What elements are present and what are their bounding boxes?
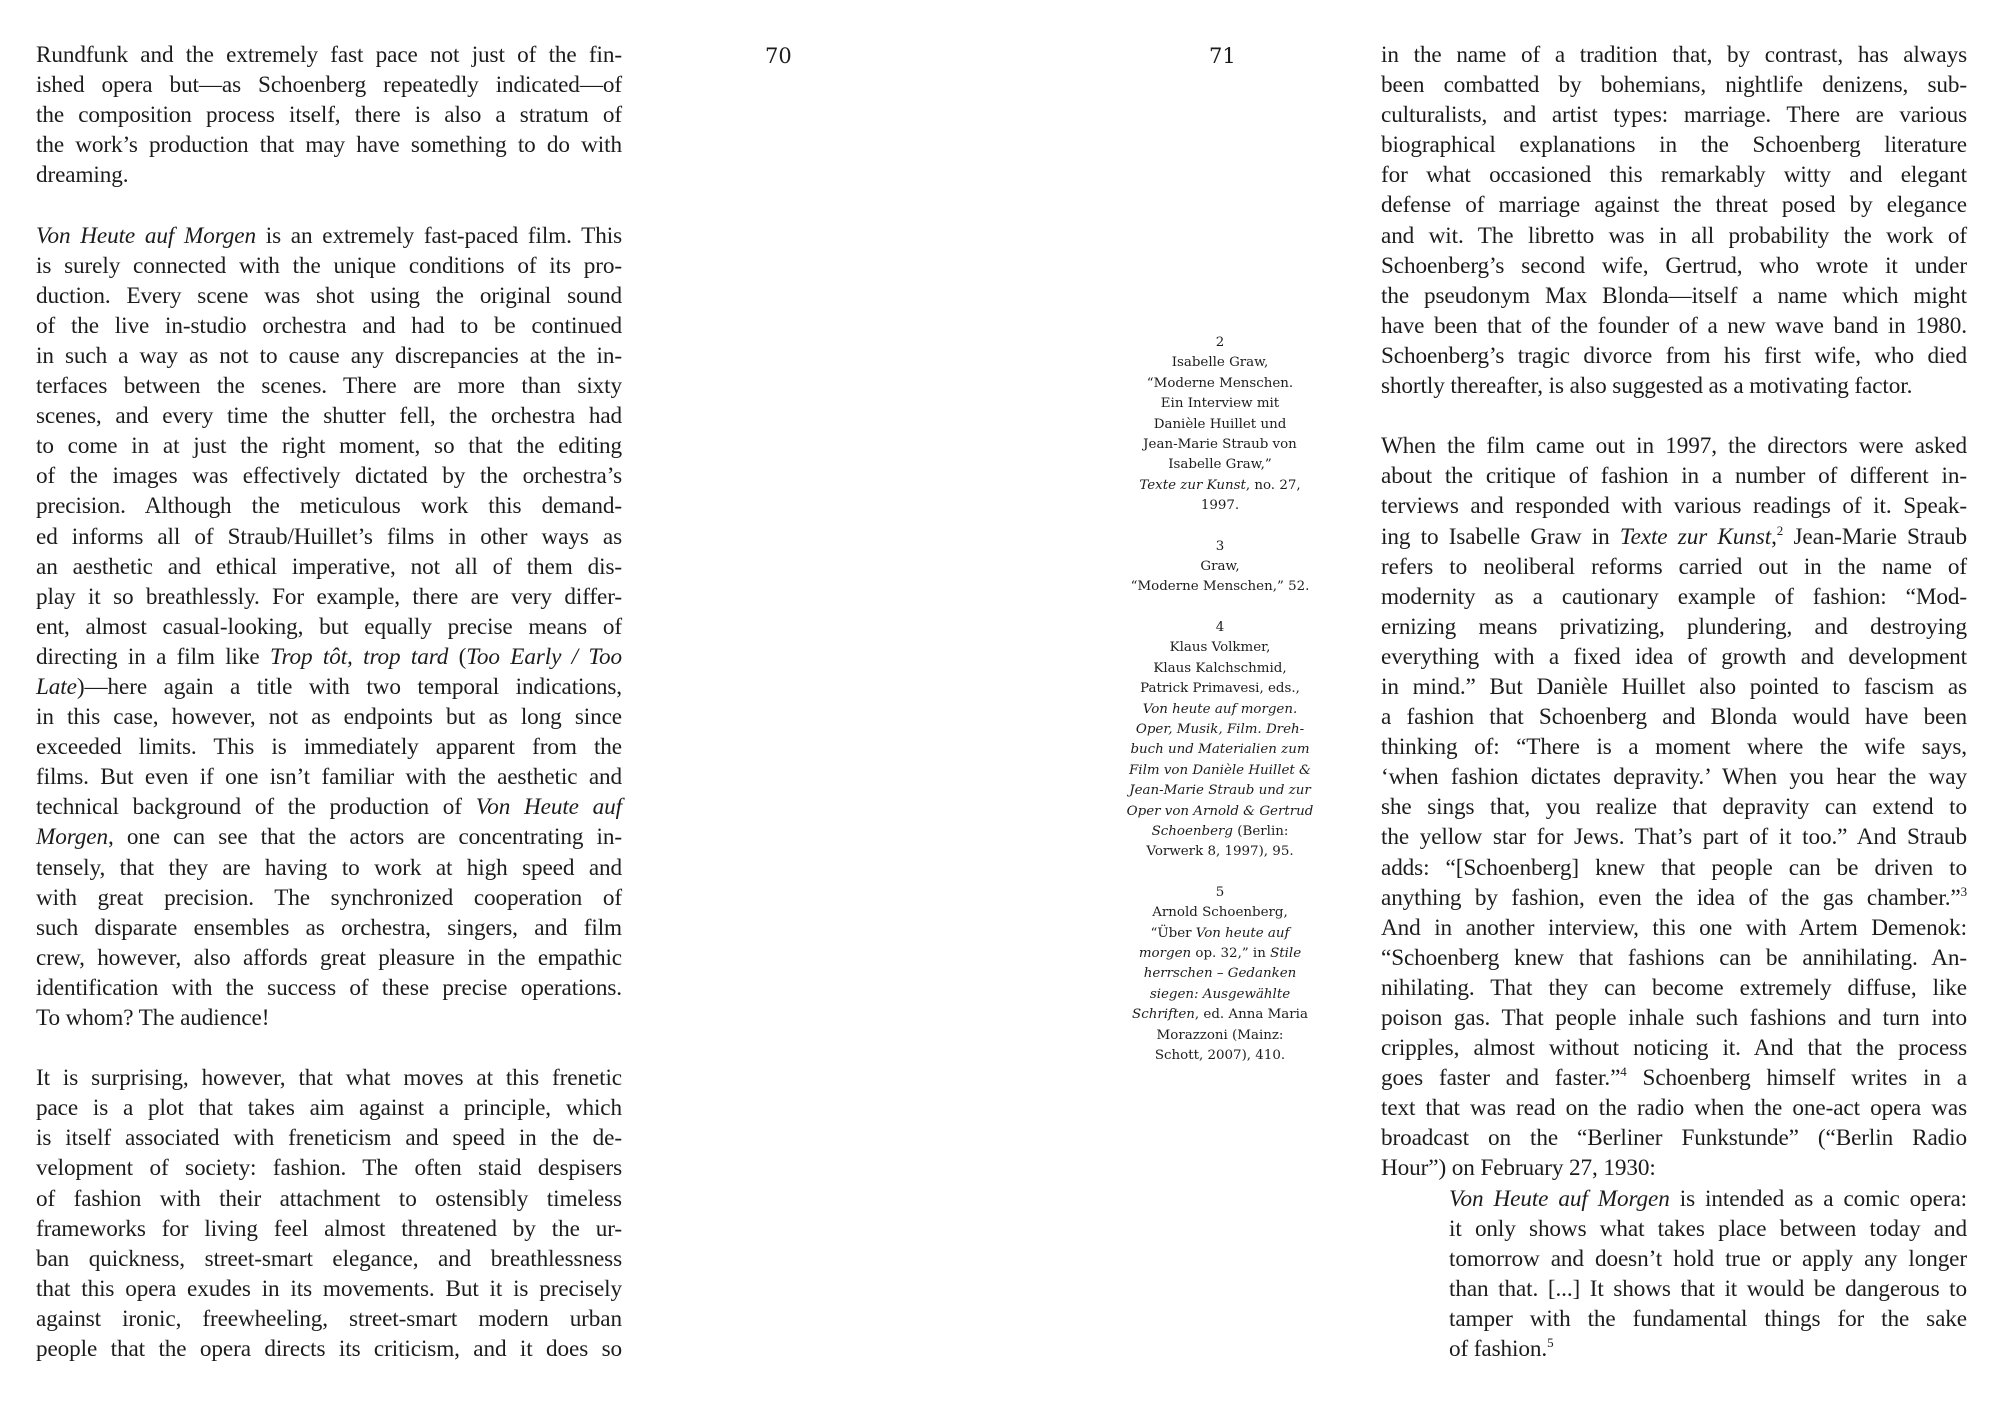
footnote-number: 3 bbox=[1215, 538, 1225, 554]
text-line: crew, however, also affords great pleasure in the empathic bbox=[36, 944, 622, 971]
text-line: identification with the success of these precise operations. bbox=[36, 974, 622, 1001]
footnote-number: 2 bbox=[1215, 335, 1225, 350]
text-line: terfaces between the scenes. There are more than sixty bbox=[36, 373, 622, 400]
footnote-line: 1997. bbox=[1200, 498, 1240, 514]
text-line: adds: “[Schoenberg] knew that people can be driven to bbox=[1381, 854, 1967, 881]
quote-line: Von Heute auf Morgen is intended as a comic opera: bbox=[1449, 1185, 1967, 1212]
text-line: ed informs all of Straub/Huillet’s films in other ways as bbox=[36, 523, 622, 550]
footnote-line: Isabelle Graw,” bbox=[1168, 457, 1272, 473]
text-line: play it so breathlessly. For example, there are very differ- bbox=[36, 583, 622, 610]
block-quote bbox=[1381, 1184, 1967, 1365]
text-line: in this case, however, not as endpoints but as long since bbox=[36, 704, 622, 731]
text-line: people that the opera directs its criticism, and it does so bbox=[36, 1336, 622, 1363]
text-line: a fashion that Schoenberg and Blonda would have been bbox=[1381, 704, 1967, 731]
text-line: modernity as a cautionary example of fashion: “Mod- bbox=[1381, 583, 1967, 610]
footnote-4 bbox=[1110, 618, 1330, 863]
text-line: an aesthetic and ethical imperative, not all of them dis- bbox=[36, 553, 622, 580]
text-line: the yellow star for Jews. That’s part of it too.” And Straub bbox=[1381, 824, 1967, 851]
text-line: the work’s production that may have something to do with bbox=[36, 132, 622, 159]
footnote-line: Klaus Kalchschmid, bbox=[1153, 660, 1287, 676]
text-line: in such a way as not to cause any discrepancies at the in- bbox=[36, 342, 622, 369]
text-line: anything by fashion, even the idea of the gas chamber.”$^3$ bbox=[1381, 883, 1967, 911]
text-line: ‘when fashion dictates depravity.’ When you hear the way bbox=[1381, 764, 1967, 791]
text-line: exceeded limits. This is immediately apparent from the bbox=[36, 734, 622, 761]
footnote-line: Morazzoni (Mainz: bbox=[1156, 1027, 1284, 1043]
text-line: is surely connected with the unique conditions of its pro- bbox=[36, 252, 622, 279]
text-line: Schoenberg’s tragic divorce from his first wife, who died bbox=[1381, 342, 1967, 369]
text-line: of the images was effectively dictated by the orchestra’s bbox=[36, 463, 622, 490]
left-paragraph bbox=[36, 1063, 622, 1364]
quote-line: than that. [...] It shows that it would be dangerous to bbox=[1449, 1275, 1967, 1302]
right-page-body bbox=[1381, 40, 1967, 1364]
text-line: that this opera exudes in its movements. But it is precisely bbox=[36, 1275, 622, 1302]
footnote-line: Schott, 2007), 410. bbox=[1154, 1048, 1286, 1063]
text-line: nihilating. That they can become extremely diffuse, like bbox=[1381, 974, 1967, 1001]
footnote-line: siegen: Ausgewählte bbox=[1149, 986, 1291, 1002]
footnote-line: Isabelle Graw, bbox=[1171, 355, 1269, 371]
text-line: Hour”) on February 27, 1930: bbox=[1381, 1155, 1656, 1182]
text-line: the pseudonym Max Blonda—itself a name which might bbox=[1381, 282, 1967, 309]
text-line: ernizing means privatizing, plundering, and destroying bbox=[1381, 613, 1967, 640]
footnote-line: “Moderne Menschen. bbox=[1146, 375, 1294, 391]
footnote-number: 4 bbox=[1215, 619, 1225, 635]
footnote-line: “Über Von heute auf bbox=[1150, 925, 1290, 941]
footnote-line: Klaus Volkmer, bbox=[1169, 640, 1271, 656]
page-number-left: 70 bbox=[765, 44, 792, 68]
right-paragraph bbox=[1381, 431, 1967, 1183]
text-line: Late)—here again a title with two temporal indications, bbox=[36, 673, 622, 700]
footnote-line: buch und Materialien zum bbox=[1130, 742, 1310, 758]
text-line: goes faster and faster.”$^4$ Schoenberg himself writes in a bbox=[1381, 1064, 1967, 1092]
text-line: of the live in-studio orchestra and had to be continued bbox=[36, 312, 622, 339]
text-line: such disparate ensembles as orchestra, singers, and film bbox=[36, 914, 622, 941]
text-line: dreaming. bbox=[36, 162, 129, 189]
text-line: against ironic, freewheeling, street-smart modern urban bbox=[36, 1305, 622, 1332]
text-line: defense of marriage against the threat posed by elegance bbox=[1381, 192, 1967, 219]
text-line: and wit. The libretto was in all probability the work of bbox=[1381, 222, 1967, 249]
text-line: Rundfunk and the extremely fast pace not just of the fin- bbox=[36, 42, 622, 68]
footnote-line: Jean-Marie Straub und zur bbox=[1129, 783, 1311, 799]
text-line: poison gas. That people inhale such fashions and turn into bbox=[1381, 1005, 1967, 1031]
text-line: refers to neoliberal reforms carried out in the name of bbox=[1381, 553, 1967, 580]
text-line: technical background of the production of Von Heute auf bbox=[36, 794, 622, 821]
footnotes-margin bbox=[1110, 333, 1330, 1086]
footnote-3 bbox=[1110, 537, 1330, 598]
text-line: ban quickness, street-smart elegance, and breathlessness bbox=[36, 1245, 622, 1272]
text-line: films. But even if one isn’t familiar with the aesthetic and bbox=[36, 764, 622, 791]
text-line: It is surprising, however, that what moves at this frenetic bbox=[36, 1065, 622, 1092]
footnote-line: Von heute auf morgen. bbox=[1142, 701, 1298, 717]
text-line: pace is a plot that takes aim against a principle, which bbox=[36, 1095, 622, 1122]
text-line: have been that of the founder of a new wave band in 1980. bbox=[1381, 312, 1967, 339]
paragraph-gap bbox=[36, 190, 622, 220]
footnote-line: Arnold Schoenberg, bbox=[1152, 905, 1288, 921]
text-line: everything with a fixed idea of growth and development bbox=[1381, 643, 1967, 670]
text-line: for what occasioned this remarkably witty and elegant bbox=[1381, 162, 1967, 189]
text-line: And in another interview, this one with Artem Demenok: bbox=[1381, 914, 1967, 941]
text-line: biographical explanations in the Schoenberg literature bbox=[1381, 132, 1967, 159]
text-line: shortly thereafter, is also suggested as a motivating factor. bbox=[1381, 373, 1913, 400]
quote-line: tomorrow and doesn’t hold true or apply any longer bbox=[1449, 1245, 1967, 1272]
footnote-line: Schoenberg (Berlin: bbox=[1151, 823, 1289, 839]
left-paragraph bbox=[36, 40, 622, 190]
text-line: is itself associated with freneticism and speed in the de- bbox=[36, 1125, 622, 1152]
text-line: To whom? The audience! bbox=[36, 1005, 270, 1031]
text-line: she sings that, you realize that depravity can extend to bbox=[1381, 794, 1967, 821]
quote-line: tamper with the fundamental things for the sake bbox=[1449, 1305, 1967, 1332]
left-page-body bbox=[36, 40, 622, 1364]
quote-line: of fashion.$^5$ bbox=[1449, 1335, 1554, 1363]
text-line: Von Heute auf Morgen is an extremely fast-paced film. This bbox=[36, 222, 623, 249]
text-line: velopment of society: fashion. The often staid despisers bbox=[36, 1155, 622, 1182]
text-line: ing to Isabelle Graw in Texte zur Kunst,$^2$ Jean-Marie Straub bbox=[1381, 522, 1967, 550]
text-line: duction. Every scene was shot using the original sound bbox=[36, 282, 622, 309]
text-line: in mind.” But Danièle Huillet also pointed to fascism as bbox=[1381, 673, 1967, 700]
text-line: text that was read on the radio when the one-act opera was bbox=[1381, 1095, 1967, 1122]
text-line: to come in at just the right moment, so that the editing bbox=[36, 433, 622, 460]
text-line: with great precision. The synchronized cooperation of bbox=[36, 884, 622, 911]
text-line: Morgen, one can see that the actors are concentrating in- bbox=[36, 824, 622, 851]
text-line: about the critique of fashion in a number of different in- bbox=[1381, 463, 1967, 490]
footnote-line: Schriften, ed. Anna Maria bbox=[1132, 1007, 1308, 1023]
footnote-number: 5 bbox=[1215, 884, 1225, 900]
text-line: frameworks for living feel almost threatened by the ur- bbox=[36, 1215, 622, 1242]
text-line: directing in a film like Trop tôt, trop tard (Too Early / Too bbox=[36, 643, 622, 670]
text-line: When the film came out in 1997, the directors were asked bbox=[1381, 433, 1967, 460]
footnote-line: Graw, bbox=[1200, 559, 1240, 575]
footnote-line: Oper, Musik, Film. Dreh- bbox=[1135, 721, 1305, 737]
page-number-right: 71 bbox=[1209, 44, 1236, 68]
text-line: tensely, that they are having to work at high speed and bbox=[36, 854, 622, 881]
text-line: terviews and responded with various readings of it. Speak- bbox=[1381, 493, 1967, 520]
text-line: “Schoenberg knew that fashions can be annihilating. An- bbox=[1381, 944, 1967, 971]
footnote-line: morgen op. 32,” in Stile bbox=[1138, 945, 1302, 961]
text-line: broadcast on the “Berliner Funkstunde” (“Berlin Radio bbox=[1381, 1125, 1967, 1152]
footnote-line: Film von Danièle Huillet & bbox=[1129, 762, 1311, 778]
footnote-line: Danièle Huillet und bbox=[1153, 416, 1287, 432]
footnote-line: Jean-Marie Straub von bbox=[1143, 437, 1297, 453]
footnote-line: Vorwerk 8, 1997), 95. bbox=[1146, 844, 1294, 860]
text-line: in the name of a tradition that, by contrast, has always bbox=[1381, 42, 1967, 68]
footnote-line: Patrick Primavesi, eds., bbox=[1140, 681, 1300, 697]
footnote-5 bbox=[1110, 883, 1330, 1067]
text-line: cripples, almost without noticing it. And that the process bbox=[1381, 1035, 1967, 1062]
text-line: scenes, and every time the shutter fell, the orchestra had bbox=[36, 403, 622, 430]
text-line: the composition process itself, there is also a stratum of bbox=[36, 102, 622, 129]
text-line: Schoenberg’s second wife, Gertrud, who wrote it under bbox=[1381, 252, 1967, 279]
text-line: ished opera but—as Schoenberg repeatedly indicated—of bbox=[36, 72, 622, 99]
left-paragraph bbox=[36, 221, 622, 1034]
footnote-line: “Moderne Menschen,” 52. bbox=[1130, 579, 1310, 595]
text-line: of fashion with their attachment to ostensibly timeless bbox=[36, 1185, 622, 1212]
text-line: ent, almost casual-looking, but equally precise means of bbox=[36, 613, 622, 640]
text-line: culturalists, and artist types: marriage. There are various bbox=[1381, 102, 1967, 129]
paragraph-gap bbox=[1381, 401, 1967, 431]
text-line: been combatted by bohemians, nightlife denizens, sub- bbox=[1381, 72, 1967, 99]
quote-line: it only shows what takes place between today and bbox=[1449, 1215, 1967, 1242]
footnote-line: herrschen – Gedanken bbox=[1143, 966, 1297, 982]
footnote-line: Ein Interview mit bbox=[1160, 396, 1280, 412]
right-paragraph bbox=[1381, 40, 1967, 401]
paragraph-gap bbox=[36, 1033, 622, 1063]
text-line: precision. Although the meticulous work this demand- bbox=[36, 493, 622, 520]
text-line: thinking of: “There is a moment where the wife says, bbox=[1381, 734, 1967, 761]
footnote-line: Oper von Arnold & Gertrud bbox=[1126, 803, 1314, 819]
footnote-line: Texte zur Kunst, no. 27, bbox=[1139, 477, 1301, 493]
footnote-2 bbox=[1110, 333, 1330, 517]
